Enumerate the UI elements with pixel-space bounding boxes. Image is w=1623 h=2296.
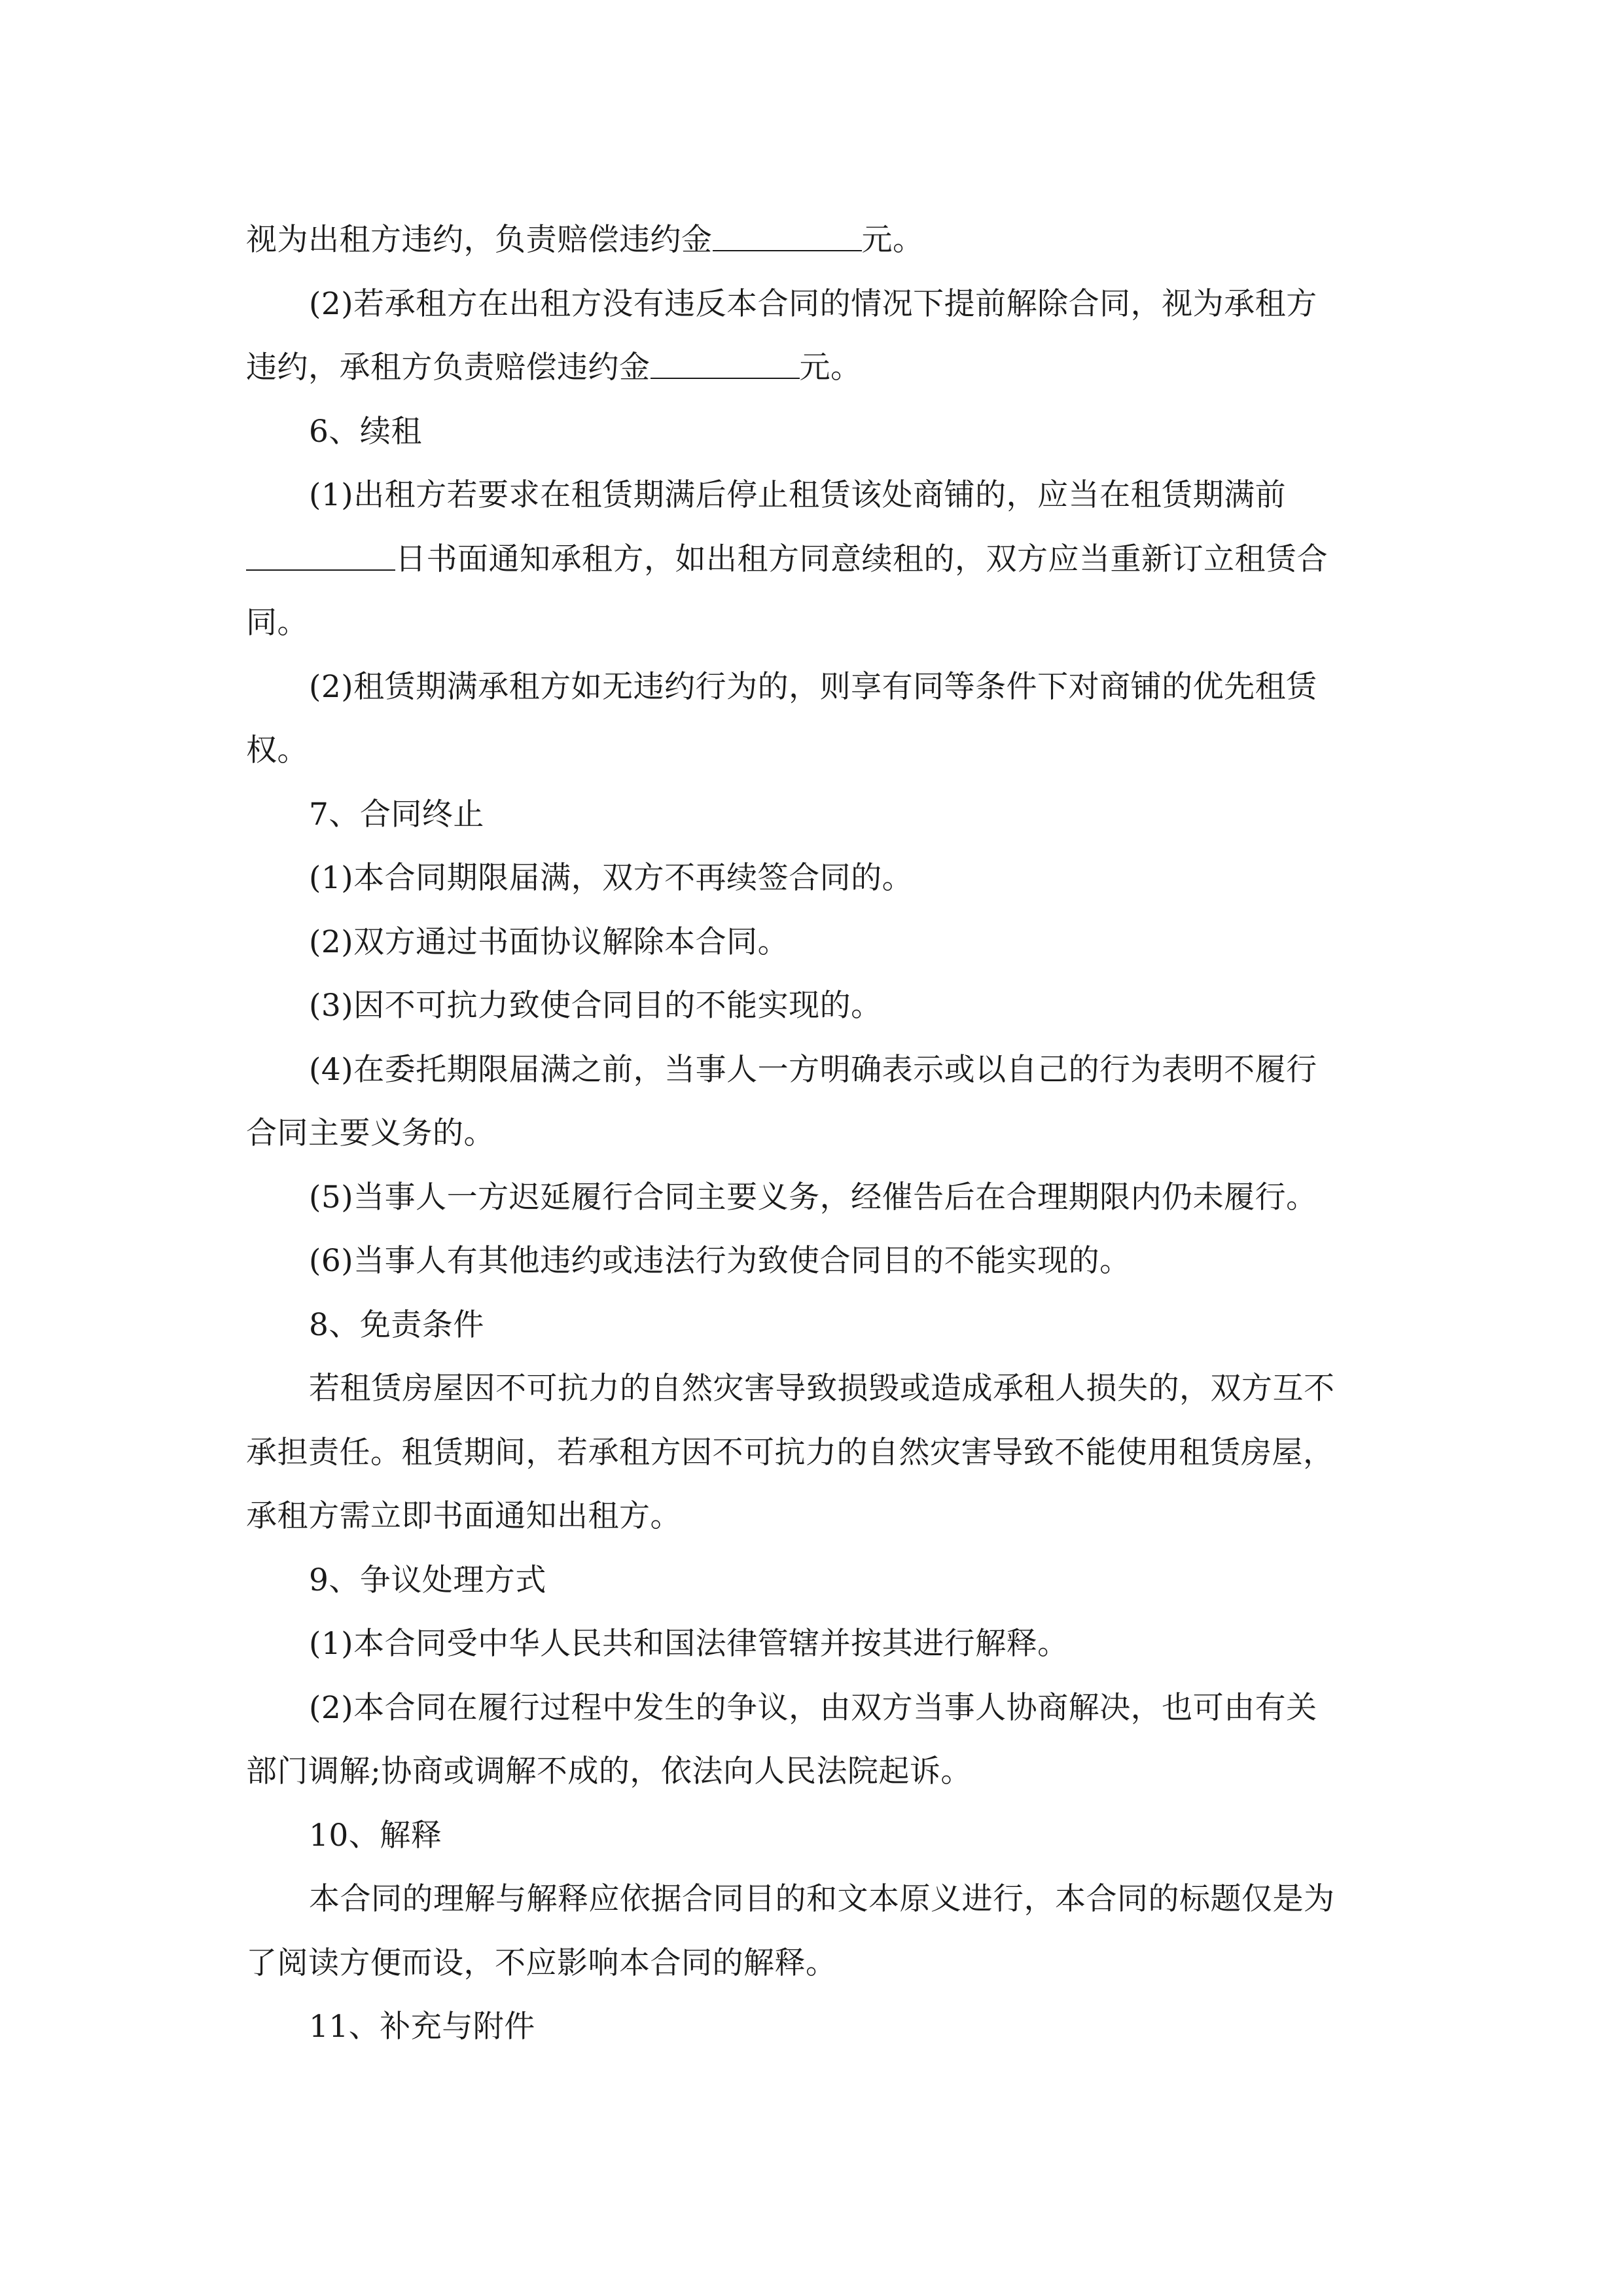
text-fragment: 元。 (799, 350, 862, 386)
section-heading: 6、续租 (309, 413, 422, 450)
text-line: 合同主要义务的。 (246, 1115, 495, 1151)
section-heading: 11、补充与附件 (309, 2009, 535, 2045)
text-line: 承租方需立即书面通知出租方。 (246, 1498, 681, 1534)
text-line: (2)双方通过书面协议解除本合同。 (309, 924, 789, 960)
text-line: 了阅读方便而设，不应影响本合同的解释。 (246, 1945, 837, 1981)
text-line: (2)若承租方在出租方没有违反本合同的情况下提前解除合同，视为承租方 (309, 285, 1317, 322)
text-line (246, 528, 1380, 592)
text-line: 本合同的理解与解释应依据合同目的和文本原义进行，本合同的标题仅是为 (309, 1881, 1335, 1917)
text-line (246, 208, 1380, 272)
section-heading: 9、争议处理方式 (309, 1562, 546, 1598)
blank-fill-line (713, 221, 862, 251)
text-line: 同。 (246, 605, 308, 641)
text-line: (1)本合同期限届满，双方不再续签合同的。 (309, 860, 914, 896)
text-line: 权。 (246, 732, 308, 768)
text-line: (6)当事人有其他违约或违法行为致使合同目的不能实现的。 (309, 1243, 1131, 1279)
text-line: (5)当事人一方迟延履行合同主要义务，经催告后在合理期限内仍未履行。 (309, 1179, 1317, 1215)
blank-fill-line (246, 541, 395, 571)
text-line (246, 336, 1380, 400)
text-fragment: 日书面通知承租方，如出租方同意续租的，双方应当重新订立租赁合 (395, 541, 1328, 577)
text-fragment: 违约，承租方负责赔偿违约金 (246, 350, 651, 386)
section-heading: 8、免责条件 (309, 1306, 484, 1343)
text-line: 若租赁房屋因不可抗力的自然灾害导致损毁或造成承租人损失的，双方互不 (309, 1371, 1335, 1407)
text-line: (2)租赁期满承租方如无违约行为的，则享有同等条件下对商铺的优先租赁 (309, 668, 1317, 705)
text-line: 部门调解;协商或调解不成的，依法向人民法院起诉。 (246, 1753, 972, 1789)
section-heading: 10、解释 (309, 1817, 442, 1854)
text-line: (1)出租方若要求在租赁期满后停止租赁该处商铺的，应当在租赁期满前 (309, 477, 1287, 513)
document-body (246, 208, 1380, 2059)
text-line: (2)本合同在履行过程中发生的争议，由双方当事人协商解决，也可由有关 (309, 1689, 1317, 1726)
text-line: (3)因不可抗力致使合同目的不能实现的。 (309, 988, 882, 1024)
blank-fill-line (651, 349, 800, 379)
section-heading: 7、合同终止 (309, 796, 484, 833)
text-line: (1)本合同受中华人民共和国法律管辖并按其进行解释。 (309, 1626, 1069, 1662)
text-line: 承担责任。租赁期间，若承租方因不可抗力的自然灾害导致不能使用租赁房屋， (246, 1434, 1334, 1471)
text-fragment: 视为出租方违约，负责赔偿违约金 (246, 222, 713, 258)
text-fragment: 元。 (861, 222, 924, 258)
text-line: (4)在委托期限届满之前，当事人一方明确表示或以自己的行为表明不履行 (309, 1051, 1317, 1088)
